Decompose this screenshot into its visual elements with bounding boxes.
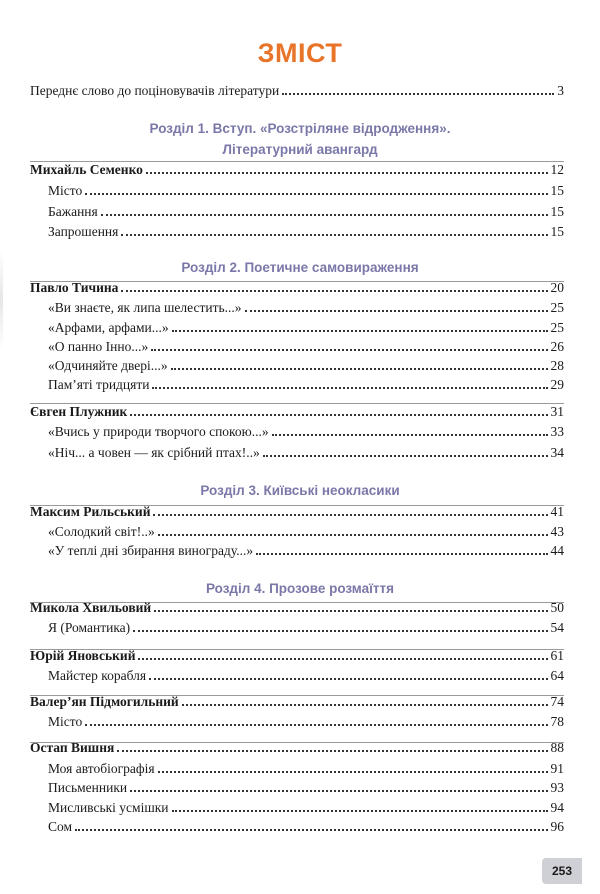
toc-work[interactable] [48, 522, 564, 541]
dot-leader [101, 213, 548, 216]
work-title: Сом [48, 819, 73, 834]
dot-leader [138, 657, 547, 660]
toc-entry-label: Переднє слово до поціновувачів літератури [30, 83, 280, 98]
section-heading-line: Літературний авангард [222, 142, 378, 157]
section-heading-4 [0, 578, 600, 599]
work-page: 29 [550, 377, 564, 392]
work-page: 34 [550, 445, 564, 460]
work-title: Моя автобіографія [48, 761, 155, 776]
toc-work[interactable] [48, 798, 564, 817]
work-title: Бажання [48, 204, 98, 219]
toc-work[interactable] [48, 443, 564, 462]
author-page: 12 [550, 162, 564, 177]
toc-work[interactable] [48, 222, 564, 241]
toc-work[interactable] [48, 181, 564, 200]
dot-leader [149, 677, 547, 680]
author-page: 31 [550, 404, 564, 419]
page-title: ЗМІСТ [257, 38, 343, 68]
author-page: 88 [550, 740, 564, 755]
dot-leader [146, 171, 548, 174]
author-name: Остап Вишня [30, 740, 115, 755]
work-title: «Вчись у природи творчого спокою...» [48, 424, 269, 439]
toc-author[interactable] [30, 278, 564, 297]
dot-leader [121, 289, 547, 292]
work-page: 64 [550, 668, 564, 683]
dot-leader [158, 770, 548, 773]
dot-leader [272, 433, 548, 436]
toc-work[interactable] [48, 298, 564, 317]
toc-author[interactable] [30, 402, 564, 421]
section-heading-3 [0, 480, 600, 501]
toc-author[interactable] [30, 646, 564, 665]
work-title: Письменники [48, 780, 128, 795]
work-title: Пам’яті тридцяти [48, 377, 150, 392]
dot-leader [130, 413, 547, 416]
dot-leader [263, 454, 548, 457]
author-name: Микола Хвильовий [30, 600, 152, 615]
dot-leader [158, 533, 548, 536]
work-page: 91 [550, 761, 564, 776]
section-heading-line: Розділ 3. Київські неокласики [200, 483, 400, 498]
work-title: Місто [48, 183, 83, 198]
work-page: 43 [550, 524, 564, 539]
work-title: «Ніч... а човен — як срібний птах!..» [48, 445, 260, 460]
work-page: 93 [550, 780, 564, 795]
dot-leader [133, 629, 547, 632]
work-page: 25 [550, 300, 564, 315]
page-number-badge: 253 [542, 858, 582, 884]
section-heading-line: Розділ 1. Вступ. «Розстріляне відродження». [149, 121, 451, 136]
work-title: «У теплі дні збирання винограду...» [48, 543, 254, 558]
author-name: Максим Рильський [30, 504, 151, 519]
toc-work[interactable] [48, 356, 564, 375]
work-page: 15 [550, 224, 564, 239]
work-page: 26 [550, 339, 564, 354]
toc-author[interactable] [30, 160, 564, 179]
author-page: 20 [550, 280, 564, 295]
dot-leader [75, 828, 547, 831]
work-page: 44 [550, 543, 564, 558]
work-page: 54 [550, 620, 564, 635]
work-title: Запрошення [48, 224, 119, 239]
work-page: 33 [550, 424, 564, 439]
toc-work[interactable] [48, 422, 564, 441]
work-title: Я (Романтика) [48, 620, 131, 635]
toc-work[interactable] [48, 202, 564, 221]
toc-author[interactable] [30, 598, 564, 617]
dot-leader [151, 348, 547, 351]
toc-work[interactable] [48, 817, 564, 836]
toc-work[interactable] [48, 337, 564, 356]
dot-leader [154, 609, 547, 612]
toc-author[interactable] [30, 502, 564, 521]
work-title: Місто [48, 714, 83, 729]
dot-leader [172, 329, 548, 332]
work-page: 96 [550, 819, 564, 834]
author-name: Юрій Яновський [30, 648, 136, 663]
toc-work[interactable] [48, 375, 564, 394]
dot-leader [245, 309, 548, 312]
dot-leader [117, 749, 547, 752]
dot-leader [85, 192, 547, 195]
work-title: «Арфами, арфами...» [48, 320, 169, 335]
section-heading-1 [0, 118, 600, 160]
work-page: 28 [550, 358, 564, 373]
dot-leader [171, 367, 548, 370]
author-page: 61 [550, 648, 564, 663]
dot-leader [172, 809, 548, 812]
section-heading-line: Розділ 2. Поетичне самовираження [181, 260, 419, 275]
author-page: 41 [550, 504, 564, 519]
toc-work[interactable] [48, 759, 564, 778]
work-title: «Одчиняйте двері...» [48, 358, 168, 373]
dot-leader [121, 233, 547, 236]
toc-work[interactable] [48, 712, 564, 731]
section-heading-2 [0, 257, 600, 278]
work-title: «Солодкий світ!..» [48, 524, 155, 539]
dot-leader [256, 552, 547, 555]
toc-entry-page: 3 [557, 83, 564, 98]
author-name: Павло Тичина [30, 280, 119, 295]
work-title: «О панно Інно...» [48, 339, 149, 354]
author-name: Михайль Семенко [30, 162, 143, 177]
dot-leader [85, 723, 547, 726]
dot-leader [153, 513, 547, 516]
work-title: Майстер корабля [48, 668, 147, 683]
author-page: 74 [550, 694, 564, 709]
toc-author[interactable] [30, 738, 564, 757]
dot-leader [130, 789, 547, 792]
toc-work[interactable] [48, 541, 564, 560]
work-title: «Ви знаєте, як липа шелестить...» [48, 300, 242, 315]
toc-work[interactable] [48, 318, 564, 337]
author-name: Валер’ян Підмогильний [30, 694, 179, 709]
work-page: 15 [550, 204, 564, 219]
toc-work[interactable] [48, 618, 564, 637]
work-page: 25 [550, 320, 564, 335]
dot-leader [282, 92, 554, 95]
toc-author[interactable] [30, 692, 564, 711]
author-page: 50 [550, 600, 564, 615]
toc-work[interactable] [48, 666, 564, 685]
toc-work[interactable] [48, 778, 564, 797]
work-page: 15 [550, 183, 564, 198]
work-page: 94 [550, 800, 564, 815]
author-name: Євген Плужник [30, 404, 128, 419]
dot-leader [182, 703, 548, 706]
toc-entry-foreword[interactable] [30, 81, 564, 100]
work-page: 78 [550, 714, 564, 729]
section-heading-line: Розділ 4. Прозове розмаїття [205, 581, 395, 596]
dot-leader [152, 386, 547, 389]
work-title: Мисливські усмішки [48, 800, 169, 815]
